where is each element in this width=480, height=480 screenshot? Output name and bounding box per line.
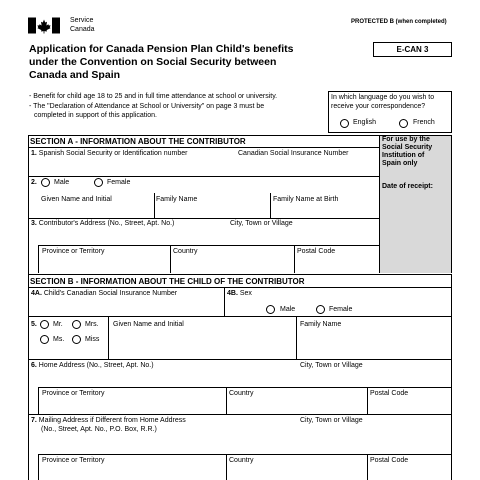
divider xyxy=(38,454,39,480)
child-city-label: City, Town or Village xyxy=(300,362,363,369)
q4a-text: Child's Canadian Social Insurance Number xyxy=(43,290,178,297)
form-right-border xyxy=(451,274,452,480)
q2-number: 2. xyxy=(31,179,37,186)
q4a-number: 4A. xyxy=(31,290,42,297)
divider xyxy=(38,245,379,246)
divider xyxy=(28,359,452,360)
mailing-province-field[interactable] xyxy=(40,467,224,479)
protected-label: PROTECTED B (when completed) xyxy=(351,19,447,25)
service-line2: Canada xyxy=(70,26,95,33)
child-family-name-label: Family Name xyxy=(300,321,342,328)
q7-text-1: Mailing Address if Different from Home Address xyxy=(38,417,186,424)
child-province-field[interactable] xyxy=(40,400,224,413)
spanish-id-field[interactable] xyxy=(33,159,228,176)
divider xyxy=(28,274,452,275)
divider xyxy=(226,454,227,480)
divider xyxy=(38,387,452,388)
q6-label xyxy=(31,362,154,370)
note-declaration-1: - The "Declaration of Attendance at School or University" on page 3 must be xyxy=(29,103,265,110)
divider xyxy=(28,147,379,148)
child-female-radio[interactable] xyxy=(316,305,325,314)
title-line1: Application for Canada Pension Plan Child's benefits xyxy=(29,43,294,55)
q4a-label xyxy=(31,290,177,298)
divider xyxy=(296,316,297,359)
q3-label xyxy=(31,220,174,228)
q5-number: 5. xyxy=(31,321,37,328)
contributor-city-field[interactable] xyxy=(230,229,375,244)
q6-text: Home Address (No., Street, Apt. No.) xyxy=(38,362,154,369)
q7-label xyxy=(31,417,186,425)
divider xyxy=(154,193,155,218)
q3-text: Contributor's Address (No., Street, Apt. No.) xyxy=(38,220,175,227)
title-line2: under the Convention on Social Security between xyxy=(29,56,277,68)
spain-use-2: Social Security xyxy=(382,144,433,151)
canada-flag-icon xyxy=(28,17,60,34)
page-title xyxy=(29,43,293,82)
english-radio[interactable] xyxy=(340,119,349,128)
mailing-country-label: Country xyxy=(229,457,254,464)
child-female-label: Female xyxy=(329,306,353,313)
divider xyxy=(28,316,452,317)
language-question-1: In which language do you wish to xyxy=(331,94,435,101)
section-b-title: SECTION B - INFORMATION ABOUT THE CHILD OF THE CONTRIBUTOR xyxy=(30,277,305,286)
q4b-text: Sex xyxy=(239,290,252,297)
contributor-family-name-label: Family Name xyxy=(156,196,198,203)
divider xyxy=(367,454,368,480)
mailing-province-label: Province or Territory xyxy=(42,457,105,464)
mailing-city-label: City, Town or Village xyxy=(300,417,363,424)
divider xyxy=(170,245,171,273)
child-male-radio[interactable] xyxy=(266,305,275,314)
ms-radio[interactable] xyxy=(40,335,49,344)
child-city-field[interactable] xyxy=(299,372,449,386)
divider xyxy=(367,387,368,414)
divider xyxy=(226,387,227,414)
divider xyxy=(38,387,39,414)
contributor-given-name-field[interactable] xyxy=(40,205,152,217)
section-a-title: SECTION A - INFORMATION ABOUT THE CONTRIBUTOR xyxy=(30,137,246,146)
note-benefit: - Benefit for child age 18 to 25 and in full time attendance at school or university. xyxy=(29,93,278,100)
child-country-field[interactable] xyxy=(228,400,365,413)
q1-label xyxy=(31,150,187,158)
divider xyxy=(28,176,379,177)
divider xyxy=(28,218,379,219)
mailing-address-field[interactable] xyxy=(33,436,293,453)
child-family-name-field[interactable] xyxy=(299,331,449,357)
mr-label: Mr. xyxy=(53,321,63,328)
q7-number: 7. xyxy=(31,417,37,424)
spain-use-3: Institution of xyxy=(382,152,425,159)
spain-use-1: For use by the xyxy=(382,136,430,143)
mailing-city-field[interactable] xyxy=(299,428,449,453)
contributor-female-radio[interactable] xyxy=(94,178,103,187)
contributor-province-field[interactable] xyxy=(40,258,168,272)
divider xyxy=(224,287,225,316)
contributor-postal-label: Postal Code xyxy=(297,248,336,255)
date-of-receipt-label: Date of receipt: xyxy=(382,183,433,190)
contributor-male-radio[interactable] xyxy=(41,178,50,187)
q4b-number: 4B. xyxy=(227,290,238,297)
miss-radio[interactable] xyxy=(72,335,81,344)
divider xyxy=(38,454,452,455)
contributor-female-label: Female xyxy=(107,179,131,186)
mailing-country-field[interactable] xyxy=(228,467,365,479)
form-left-border xyxy=(28,135,29,480)
french-label: French xyxy=(413,119,435,126)
contributor-postal-field[interactable] xyxy=(296,258,376,272)
child-male-label: Male xyxy=(280,306,296,313)
contributor-male-label: Male xyxy=(54,179,70,186)
divider xyxy=(294,245,295,273)
q1-number: 1. xyxy=(31,150,37,157)
note-declaration-2: completed in support of this application. xyxy=(34,112,157,119)
miss-label: Miss xyxy=(85,336,100,343)
contributor-family-birth-field[interactable] xyxy=(272,205,376,217)
child-postal-label: Postal Code xyxy=(370,390,409,397)
mrs-label: Mrs. xyxy=(85,321,99,328)
mr-radio[interactable] xyxy=(40,320,49,329)
divider xyxy=(28,287,452,288)
contributor-country-field[interactable] xyxy=(172,258,292,272)
child-given-name-label: Given Name and Initial xyxy=(113,321,184,328)
q6-number: 6. xyxy=(31,362,37,369)
child-home-address-field[interactable] xyxy=(33,372,293,386)
french-radio[interactable] xyxy=(399,119,408,128)
contributor-family-birth-label: Family Name at Birth xyxy=(273,196,339,203)
english-label: English xyxy=(353,119,376,126)
title-line3: Canada and Spain xyxy=(29,69,121,81)
contributor-address-field[interactable] xyxy=(33,229,223,244)
q4b-label xyxy=(227,290,252,298)
contributor-given-name-label: Given Name and Initial xyxy=(41,196,112,203)
mailing-postal-label: Postal Code xyxy=(370,457,409,464)
q3-number: 3. xyxy=(31,220,37,227)
contributor-province-label: Province or Territory xyxy=(42,248,105,255)
language-question-2: receive your correspondence? xyxy=(331,103,426,110)
contributor-family-name-field[interactable] xyxy=(156,205,268,217)
contributor-city-label: City, Town or Village xyxy=(230,220,293,227)
spain-use-4: Spain only xyxy=(382,160,418,167)
divider xyxy=(108,316,109,359)
ms-label: Ms. xyxy=(53,336,65,343)
contributor-country-label: Country xyxy=(173,248,198,255)
mrs-radio[interactable] xyxy=(72,320,81,329)
mailing-postal-field[interactable] xyxy=(369,467,449,479)
child-province-label: Province or Territory xyxy=(42,390,105,397)
contributor-sin-field[interactable] xyxy=(240,159,375,176)
spain-use-label xyxy=(382,136,432,168)
child-country-label: Country xyxy=(229,390,254,397)
divider xyxy=(28,135,452,136)
q1-text: Spanish Social Security or Identification number xyxy=(38,150,188,157)
child-given-name-field[interactable] xyxy=(111,331,293,357)
divider xyxy=(28,414,452,415)
divider xyxy=(270,193,271,218)
q7-text-2: (No., Street, Apt. No., P.O. Box, R.R.) xyxy=(41,426,157,433)
form-code: E-CAN 3 xyxy=(396,45,429,54)
child-sin-field[interactable] xyxy=(33,300,221,314)
contributor-sin-label: Canadian Social Insurance Number xyxy=(238,150,349,157)
child-postal-field[interactable] xyxy=(369,400,449,413)
service-line1: Service xyxy=(70,17,94,24)
divider xyxy=(38,245,39,273)
